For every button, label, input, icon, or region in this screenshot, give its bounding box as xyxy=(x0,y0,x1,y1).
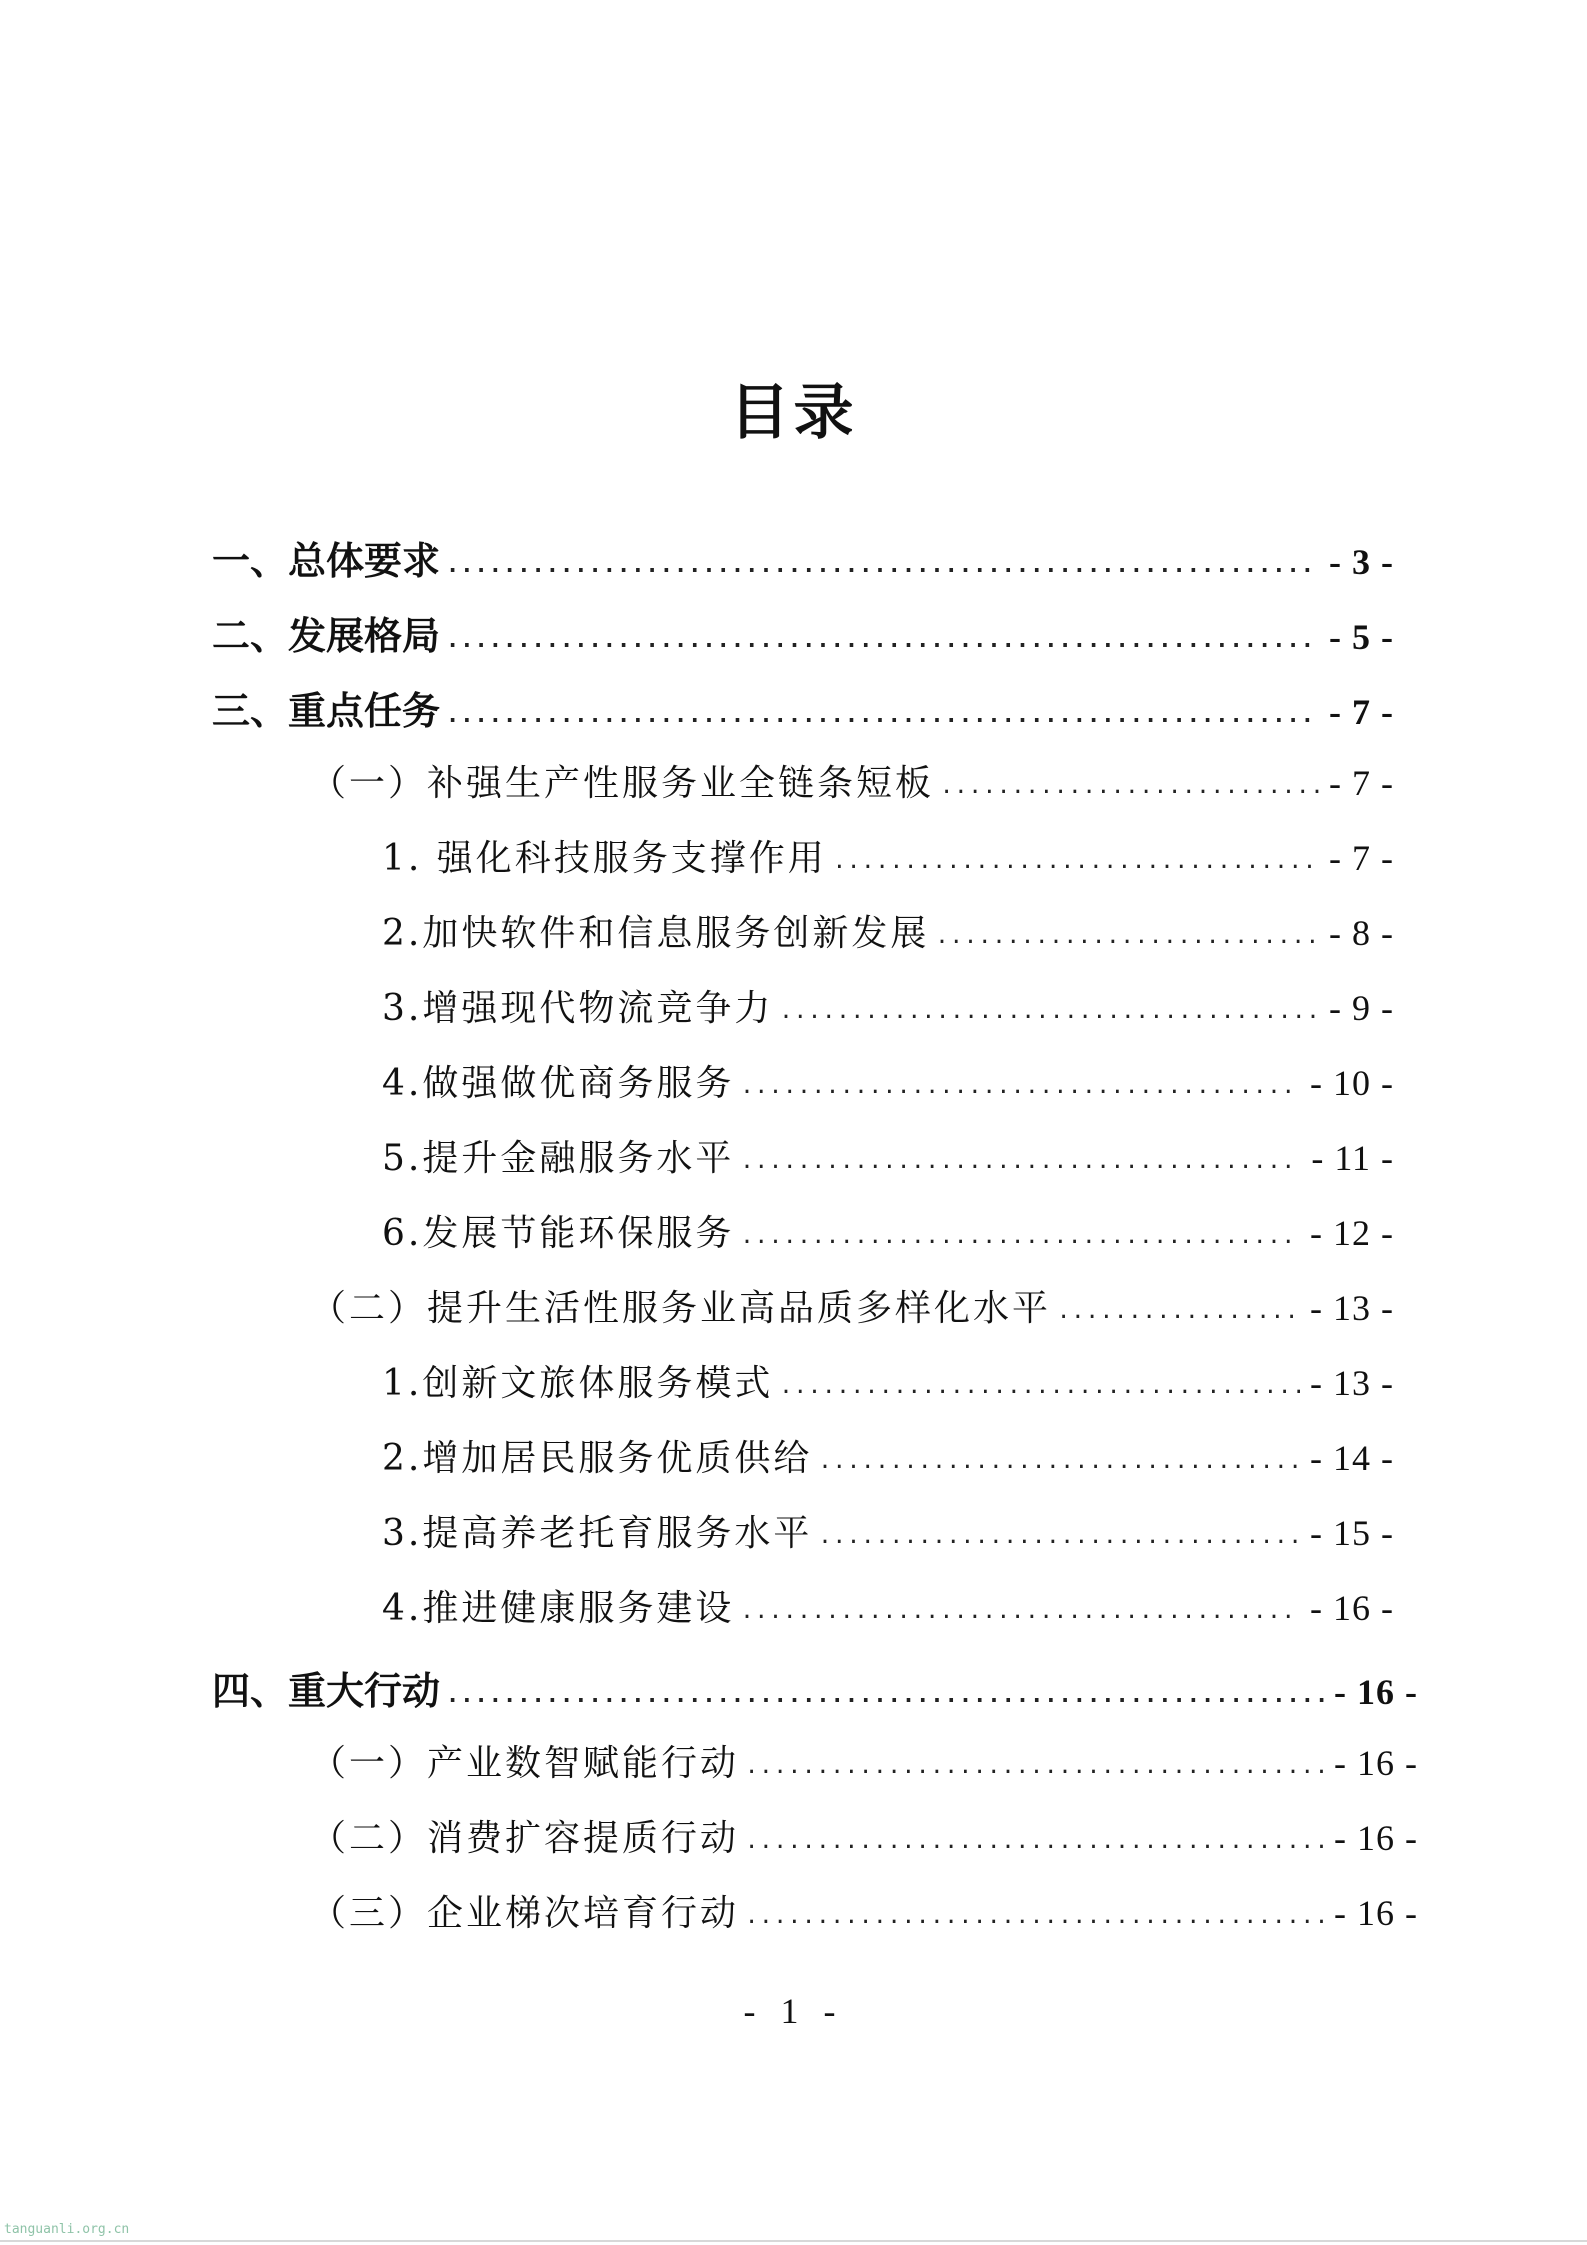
toc-entry-page: - 16 - xyxy=(1334,1818,1418,1858)
toc-entry-label: （一）产业数智赋能行动 xyxy=(310,1743,740,1784)
toc-leader-dots xyxy=(833,849,1319,874)
toc-entry-section-3[interactable] xyxy=(212,680,1394,740)
toc-entry-page: - 15 - xyxy=(1310,1513,1394,1553)
toc-entry-label: （三）企业梯次培育行动 xyxy=(310,1893,740,1934)
toc-entry-item-3-2-3[interactable] xyxy=(382,1505,1394,1565)
toc-entry-section-4-2[interactable] xyxy=(310,1810,1418,1870)
toc-leader-dots xyxy=(818,1524,1300,1549)
toc-entry-page: - 7 - xyxy=(1329,838,1394,878)
toc-leader-dots xyxy=(740,1224,1300,1249)
toc-entry-page: - 7 - xyxy=(1329,763,1394,803)
toc-entry-page: - 3 - xyxy=(1329,542,1394,582)
toc-leader-dots xyxy=(745,1754,1324,1779)
toc-entry-section-3-2[interactable] xyxy=(310,1280,1394,1340)
toc-entry-label: 2.增加居民服务优质供给 xyxy=(382,1438,813,1479)
toc-entry-section-2[interactable] xyxy=(212,605,1394,665)
toc-entry-label: 1. 强化科技服务支撑作用 xyxy=(382,838,827,879)
toc-entry-page: - 12 - xyxy=(1310,1213,1394,1253)
watermark-text: tanguanli.org.cn xyxy=(4,2222,130,2237)
toc-leader-dots xyxy=(740,1599,1300,1624)
toc-leader-dots xyxy=(779,999,1319,1024)
page-number: - 1 - xyxy=(743,1991,844,2031)
toc-entry-section-4-1[interactable] xyxy=(310,1735,1418,1795)
toc-entry-page: - 14 - xyxy=(1310,1438,1394,1478)
toc-leader-dots xyxy=(935,924,1319,949)
toc-leader-dots xyxy=(446,703,1319,728)
toc-entry-page: - 10 - xyxy=(1310,1063,1394,1103)
toc-entry-label: 四、重大行动 xyxy=(212,1669,441,1713)
toc-entry-page: - 11 - xyxy=(1311,1138,1394,1178)
toc-entry-page: - 13 - xyxy=(1310,1288,1394,1328)
toc-entry-page: - 7 - xyxy=(1329,692,1394,732)
toc-entry-page: - 16 - xyxy=(1310,1588,1394,1628)
toc-leader-dots xyxy=(745,1904,1324,1929)
toc-entry-page: - 5 - xyxy=(1329,617,1394,657)
toc-entry-page: - 16 - xyxy=(1334,1893,1418,1933)
toc-entry-item-3-1-5[interactable] xyxy=(382,1130,1394,1190)
toc-entry-page: - 13 - xyxy=(1310,1363,1394,1403)
toc-entry-item-3-2-2[interactable] xyxy=(382,1430,1394,1490)
toc-entry-label: （二）消费扩容提质行动 xyxy=(310,1818,740,1859)
toc-entry-item-3-1-1[interactable] xyxy=(382,830,1394,890)
toc-entry-label: 6.发展节能环保服务 xyxy=(382,1213,735,1254)
toc-leader-dots xyxy=(779,1374,1300,1399)
toc-entry-label: （一）补强生产性服务业全链条短板 xyxy=(310,763,935,804)
toc-entry-item-3-1-3[interactable] xyxy=(382,980,1394,1040)
toc-entry-page: - 16 - xyxy=(1334,1672,1418,1712)
toc-leader-dots xyxy=(1057,1299,1300,1324)
toc-entry-section-4-3[interactable] xyxy=(310,1885,1418,1945)
toc-leader-dots xyxy=(740,1149,1301,1174)
page-title: 目录 xyxy=(729,378,858,448)
toc-entry-label: 3.增强现代物流竞争力 xyxy=(382,988,774,1029)
toc-entry-label: 一、总体要求 xyxy=(212,539,441,583)
toc-entry-page: - 8 - xyxy=(1329,913,1394,953)
toc-entry-label: 2.加快软件和信息服务创新发展 xyxy=(382,913,930,954)
toc-entry-label: 二、发展格局 xyxy=(212,614,441,658)
toc-entry-item-3-2-4[interactable] xyxy=(382,1580,1394,1640)
toc-entry-label: 三、重点任务 xyxy=(212,689,441,733)
toc-entry-label: 4.推进健康服务建设 xyxy=(382,1588,735,1629)
toc-entry-label: 5.提升金融服务水平 xyxy=(382,1138,735,1179)
toc-leader-dots xyxy=(818,1449,1300,1474)
toc-leader-dots xyxy=(446,553,1319,578)
page-bottom-divider xyxy=(0,2240,1587,2242)
toc-entry-label: （二）提升生活性服务业高品质多样化水平 xyxy=(310,1288,1052,1329)
toc-entry-label: 4.做强做优商务服务 xyxy=(382,1063,735,1104)
toc-entry-label: 1.创新文旅体服务模式 xyxy=(382,1363,774,1404)
toc-leader-dots xyxy=(446,1683,1324,1708)
toc-entry-section-1[interactable] xyxy=(212,530,1394,590)
toc-leader-dots xyxy=(745,1829,1324,1854)
toc-entry-item-3-1-4[interactable] xyxy=(382,1055,1394,1115)
toc-entry-item-3-1-2[interactable] xyxy=(382,905,1394,965)
toc-entry-section-3-1[interactable] xyxy=(310,755,1394,815)
toc-leader-dots xyxy=(740,1074,1300,1099)
toc-entry-page: - 9 - xyxy=(1329,988,1394,1028)
toc-entry-section-4[interactable] xyxy=(212,1660,1418,1720)
toc-entry-page: - 16 - xyxy=(1334,1743,1418,1783)
toc-entry-item-3-1-6[interactable] xyxy=(382,1205,1394,1265)
toc-leader-dots xyxy=(940,774,1319,799)
toc-entry-label: 3.提高养老托育服务水平 xyxy=(382,1513,813,1554)
toc-entry-item-3-2-1[interactable] xyxy=(382,1355,1394,1415)
toc-leader-dots xyxy=(446,628,1319,653)
